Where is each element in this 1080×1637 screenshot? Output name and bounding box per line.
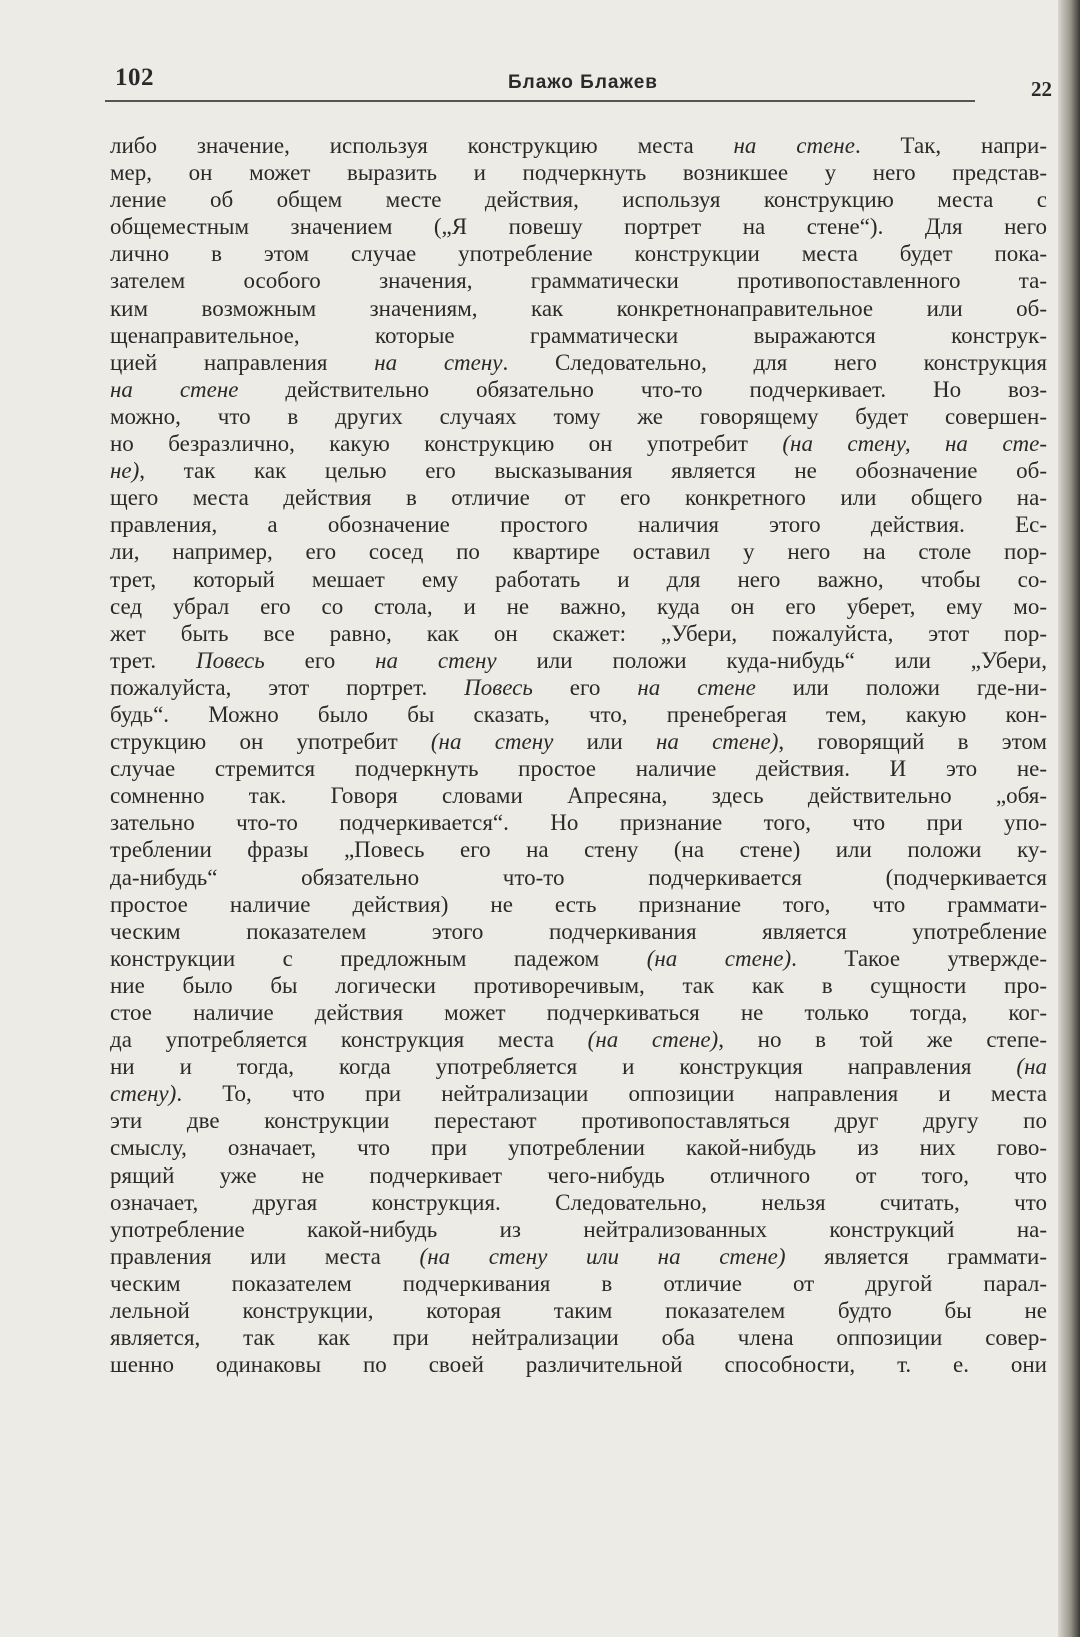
text-segment: цией направления [110, 349, 375, 375]
text-segment: зательно что-то подчеркивается“. Но признание того, что при упо- [110, 810, 1047, 836]
text-segment: эти две конструкции перестают противопоставляться друг другу по [110, 1108, 1047, 1134]
text-line [110, 538, 1047, 565]
italic-segment: (на стене) [646, 945, 792, 971]
text-segment: жет быть все равно, как он скажет: „Убери, пожалуйста, этот пор- [110, 620, 1047, 646]
italic-segment: Повесь [196, 647, 265, 673]
text-segment: действительно обязательно что-то подчеркивает. Но воз- [238, 376, 1047, 402]
text-segment: ким возможным значениям, как конкретнонаправительное или об- [110, 295, 1047, 321]
text-segment: его [264, 647, 376, 673]
text-line [110, 674, 1047, 701]
text-segment: или положи где-ни- [755, 674, 1048, 700]
text-segment: . Так, напри- [854, 133, 1047, 158]
text-segment: означает, другая конструкция. Следовательно, нельзя считать, что [110, 1189, 1047, 1215]
text-segment: , но в той же степе- [718, 1027, 1047, 1053]
text-segment: будь“. Можно было бы сказать, что, пренебрегая тем, какую кон- [110, 701, 1047, 727]
text-segment: является, так как при нейтрализации оба члена оппозиции совер- [110, 1325, 1047, 1351]
text-line [110, 701, 1047, 728]
text-line [110, 186, 1047, 213]
text-line [110, 620, 1047, 647]
text-line [110, 1053, 1047, 1080]
running-head: Блажо Блажев [508, 72, 658, 93]
text-line [110, 213, 1047, 240]
text-segment: лельной конструкции, которая таким показателем будто бы не [110, 1298, 1047, 1324]
text-line [110, 1243, 1047, 1270]
text-segment: употребление какой-нибудь из нейтрализованных конструкций на- [110, 1216, 1047, 1242]
text-line [110, 1134, 1047, 1161]
text-segment: ческим показателем этого подчеркивания является употребление [110, 918, 1047, 944]
text-segment: пожалуйста, этот портрет. [110, 674, 465, 700]
header-rule [105, 100, 975, 102]
edge-page-number: 22 [1031, 77, 1052, 101]
text-segment: , так как целью его высказывания является не обозначение об- [139, 458, 1047, 484]
text-segment: простое наличие действия) не есть признание того, что граммати- [110, 891, 1047, 917]
text-line [110, 1026, 1047, 1053]
text-line [110, 945, 1047, 972]
text-segment: мер, он может выразить и подчеркнуть возникшее у него представ- [110, 160, 1047, 186]
italic-segment: (на [1016, 1054, 1047, 1080]
text-line [110, 836, 1047, 863]
text-line [110, 755, 1047, 782]
italic-segment: (на стену [430, 729, 554, 755]
text-line [110, 295, 1047, 322]
text-segment: да-нибудь“ обязательно что-то подчеркивается (подчеркивается [110, 864, 1047, 890]
text-segment: ни и тогда, когда употребляется и конструкция направления [110, 1054, 1017, 1080]
text-line [110, 349, 1047, 376]
text-line [110, 511, 1047, 538]
italic-segment: (на стене) [587, 1027, 719, 1053]
text-segment: но безразлично, какую конструкцию он употребит [110, 431, 783, 457]
text-segment: трет, который мешает ему работать и для него важно, чтобы со- [110, 566, 1047, 592]
text-segment: сомненно так. Говоря словами Апресяна, здесь действительно „обя- [110, 783, 1047, 809]
italic-segment: Повесь [464, 674, 533, 700]
text-line [110, 484, 1047, 511]
text-line [110, 782, 1047, 809]
text-line [110, 728, 1047, 755]
text-segment: случае стремится подчеркнуть простое наличие действия. И это не- [110, 756, 1047, 782]
text-line [110, 593, 1047, 620]
text-segment: ление об общем месте действия, используя конструкцию места с [110, 187, 1047, 213]
text-line [110, 1107, 1047, 1134]
text-segment: зателем особого значения, грамматически противопоставленного та- [110, 268, 1047, 294]
text-line [110, 430, 1047, 457]
text-segment: является граммати- [785, 1243, 1048, 1269]
text-line [110, 1324, 1047, 1351]
text-line [110, 240, 1047, 267]
text-segment: можно, что в других случаях тому же говорящему будет совершен- [110, 403, 1047, 429]
text-segment: конструкции с предложным падежом [110, 945, 647, 971]
text-line [110, 809, 1047, 836]
text-segment: трет. [110, 647, 197, 673]
text-segment: . Такое утвержде- [791, 945, 1047, 971]
text-line [110, 1270, 1047, 1297]
italic-segment: стену) [110, 1081, 177, 1107]
text-segment: ли, например, его сосед по квартире оставил у него на столе пор- [110, 539, 1047, 565]
text-line [110, 647, 1047, 674]
text-line [110, 267, 1047, 294]
text-segment: да употребляется конструкция места [110, 1027, 588, 1053]
text-segment: щенаправительное, которые грамматически выражаются конструк- [110, 322, 1047, 348]
text-line [110, 457, 1047, 484]
italic-segment: на стену [374, 349, 503, 375]
text-segment: . Следовательно, для него конструкция [502, 349, 1047, 375]
page-edge-shadow [1058, 0, 1080, 1637]
text-line [110, 159, 1047, 186]
text-segment: или [553, 729, 656, 755]
italic-segment: на стене [637, 674, 756, 700]
text-line [110, 322, 1047, 349]
text-line [110, 403, 1047, 430]
text-segment: или положи куда-нибудь“ или „Убери, [496, 647, 1047, 673]
text-line [110, 918, 1047, 945]
italic-segment: (на стену или на стене) [419, 1243, 786, 1269]
text-segment: , говорящий в этом [778, 729, 1047, 755]
italic-segment: (на стену, на сте- [782, 431, 1047, 457]
text-line [110, 972, 1047, 999]
text-line [110, 1351, 1047, 1378]
text-segment: струкцию он употребит [110, 729, 431, 755]
text-segment: правления, а обозначение простого наличия этого действия. Ес- [110, 512, 1047, 538]
text-segment: общеместным значением („Я повешу портрет на стене“). Для него [110, 214, 1047, 240]
text-segment: рящий уже не подчеркивает чего-нибудь отличного от того, что [110, 1162, 1047, 1188]
text-segment: его [532, 674, 638, 700]
italic-segment: на стену [375, 647, 497, 673]
body-text [110, 132, 1047, 1378]
italic-segment: на стене [733, 133, 855, 158]
text-segment: щего места действия в отличие от его конкретного или общего на- [110, 485, 1047, 511]
text-line [110, 891, 1047, 918]
text-segment: шенно одинаковы по своей различительной способности, т. е. они [110, 1352, 1047, 1378]
text-segment: ческим показателем подчеркивания в отличие от другой парал- [110, 1270, 1047, 1296]
text-segment: смыслу, означает, что при употреблении какой-нибудь из них гово- [110, 1135, 1047, 1161]
text-line [110, 376, 1047, 403]
text-segment: ние было бы логически противоречивым, так как в сущности про- [110, 972, 1047, 998]
text-line [110, 566, 1047, 593]
page-header [105, 60, 1063, 104]
text-line [110, 1080, 1047, 1107]
italic-segment: не) [110, 458, 140, 484]
text-line [110, 1189, 1047, 1216]
text-line [110, 1216, 1047, 1243]
text-line [110, 864, 1047, 891]
text-segment: правления или места [110, 1243, 420, 1269]
page-number: 102 [115, 64, 154, 91]
text-segment: . То, что при нейтрализации оппозиции направления и места [176, 1081, 1047, 1107]
text-line [110, 1297, 1047, 1324]
italic-segment: на стене) [655, 729, 779, 755]
text-line [110, 132, 1047, 159]
text-segment: сед убрал его со стола, и не важно, куда он его уберет, ему мо- [110, 593, 1047, 619]
text-segment: стое наличие действия может подчеркиваться не только тогда, ког- [110, 1000, 1047, 1025]
italic-segment: на стене [110, 376, 239, 402]
text-segment: треблении фразы „Повесь его на стену (на стене) или положи ку- [110, 837, 1047, 863]
text-segment: лично в этом случае употребление конструкции места будет пока- [110, 241, 1047, 267]
text-line [110, 999, 1047, 1026]
text-line [110, 1162, 1047, 1189]
text-segment: либо значение, используя конструкцию места [110, 133, 734, 158]
